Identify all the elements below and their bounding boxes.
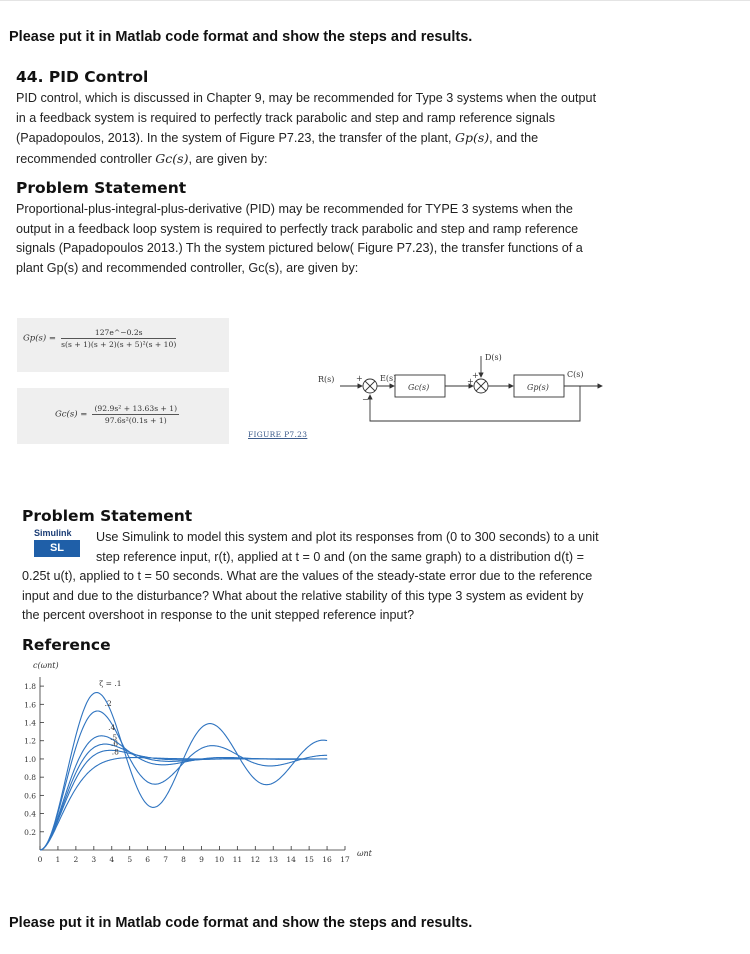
chart-xlabel: ωnt [357,849,372,858]
minus-sign: − [362,395,369,404]
gc-fraction [92,404,179,425]
x-tick-label: 2 [73,855,79,864]
zeta-annotation: ζ = .1 [99,679,122,689]
y-tick-label: 0.6 [24,791,36,801]
y-tick-label: 1.6 [24,700,36,710]
r-label: R(s) [318,375,335,384]
problem-1-line: Proportional-plus-integral-plus-derivative (PID) may be recommended for TYPE 3 systems when the [16,202,573,216]
response-curve-zeta-0.2 [40,711,327,850]
x-tick-label: 8 [181,855,186,864]
problem-statement-1-title: Problem Statement [16,179,187,197]
x-tick-label: 15 [304,855,314,864]
simulink-badge [34,528,80,557]
y-tick-label: 0.4 [24,809,36,819]
chart-ylabel: c(ωnt) [33,661,59,670]
gp-fraction [61,328,176,349]
x-tick-label: 5 [127,855,133,864]
gc-block-label: Gc(s) [408,383,430,392]
reference-step-response-chart [0,655,370,885]
problem-1-line: plant Gp(s) and recommended controller, Gc(s), are given by: [16,260,359,275]
footer-note: Please put it in Matlab code format and show the steps and results. [9,915,473,931]
x-tick-label: 3 [91,855,97,864]
gp-block-label: Gp(s) [527,383,549,392]
header-note: Please put it in Matlab code format and show the steps and results. [9,29,473,45]
x-tick-label: 13 [268,855,279,864]
problem-2-line-2: step reference input, r(t), applied at t = 0 and (on the same graph) to a distribution d(t) = [96,550,584,564]
x-tick-label: 12 [250,855,261,864]
problem-1-line: output in a feedback loop system is required to perfectly track parabolic and step and ramp reference [16,221,579,236]
block-diagram [310,348,610,428]
response-curve-zeta-0.4 [40,736,327,850]
problem-statement-2-title: Problem Statement [22,507,193,525]
y-tick-label: 1.8 [24,682,36,692]
x-tick-label: 11 [232,855,243,864]
x-tick-label: 14 [286,855,296,864]
gp-numerator: 127e^−0.2s [61,328,176,339]
y-tick-label: 1.4 [24,718,36,728]
section-44-line-1: PID control, which is discussed in Chapter 9, may be recommended for Type 3 systems when the output [16,91,597,105]
section-44-title: 44. PID Control [16,68,149,86]
e-label: E(s) [380,374,397,383]
sl-icon: SL [34,540,80,557]
gp-equation [17,318,229,372]
response-curve-zeta-0.1 [40,693,327,851]
zeta-annotation: .8 [111,747,119,757]
x-tick-label: 1 [55,855,61,864]
y-tick-label: 1.2 [24,736,36,746]
plus-sign-2: + [472,371,479,380]
section-44-line-3: (Papadopoulos, 2013). In the system of Figure P7.23, the transfer of the plant, Gp(s), and the [16,130,539,146]
x-tick-label: 16 [322,855,332,864]
zeta-annotation: .6 [110,739,119,749]
section-44-line-4: recommended controller Gc(s), are given by: [16,150,268,166]
y-tick-label: 1.0 [24,754,36,764]
plus-sign-3: + [467,377,474,386]
x-tick-label: 7 [163,855,168,864]
gc-symbol: Gc(s) [155,150,189,166]
problem-1-line: signals (Papadopoulos 2013.) Th the system pictured below( Figure P7.23), the transfer functions of a [16,241,583,256]
gp-symbol: Gp(s) [454,130,490,146]
x-tick-label: 6 [145,855,151,864]
simulink-badge-label: Simulink [34,528,72,538]
gp-equation-label: Gp(s) = [23,333,57,344]
y-tick-label: 0.8 [24,773,36,783]
gp-denominator: s(s + 1)(s + 2)(s + 5)²(s + 10) [61,340,177,349]
response-curve-zeta-0.6 [40,750,327,850]
problem-2-line-1: Use Simulink to model this system and plot its responses from (0 to 300 seconds) to a unit [96,530,599,544]
gc-numerator: (92.9s² + 13.63s + 1) [94,404,178,413]
section-44-text [16,89,736,169]
d-label: D(s) [485,353,502,362]
zeta-annotation: .2 [104,699,112,709]
x-tick-label: 4 [109,855,115,864]
problem-2-line: input and due to the disturbance? What about the relative stability of this type 3 system as evident by [22,588,584,603]
problem-2-rest [22,567,737,626]
figure-caption: FIGURE P7.23 [248,430,308,439]
problem-2-line: 0.25t u(t), applied to t = 50 seconds. What are the values of the steady-state error due to the reference [22,569,593,583]
reference-title: Reference [22,636,111,654]
zeta-annotation: .5 [109,732,118,742]
x-tick-label: 0 [37,855,43,864]
x-tick-label: 10 [214,855,225,864]
gc-denominator: 97.6s²(0.1s + 1) [104,416,167,425]
problem-statement-1-text [16,200,736,278]
plus-sign-1: + [356,374,363,383]
zeta-annotation: .4 [108,722,116,732]
section-44-line-2: in a feedback system is required to perfectly track parabolic and step and ramp reference signals [16,110,556,125]
gc-equation-label: Gc(s) = [55,409,88,420]
top-divider [0,0,750,1]
x-tick-label: 9 [199,855,204,864]
y-tick-label: 0.2 [24,827,36,837]
response-curve-zeta-0.8 [40,758,327,850]
c-label: C(s) [567,370,584,379]
problem-2-line: the percent overshoot in response to the unit stepped reference input? [22,608,415,623]
gc-equation [17,388,229,444]
x-tick-label: 17 [340,855,350,864]
